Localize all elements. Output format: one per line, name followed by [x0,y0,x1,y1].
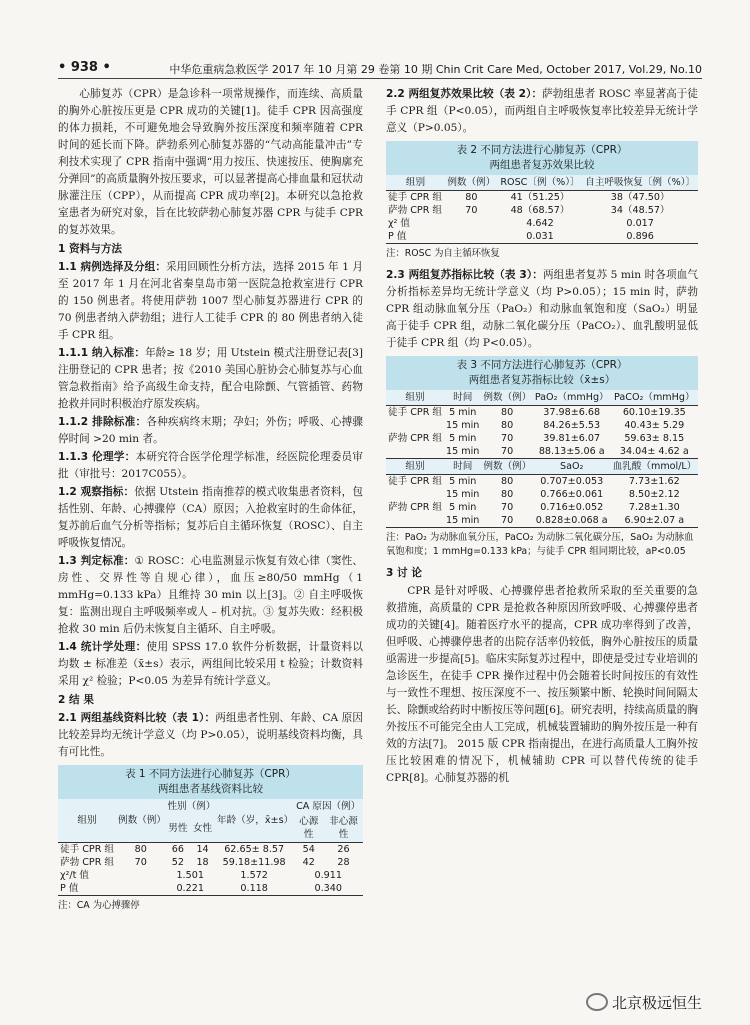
table-cell: 70 [481,445,532,459]
para-2-2 [386,86,698,137]
para-1-1 [58,259,363,344]
table-cell: 28 [337,857,350,868]
text-1-1: 采用回顾性分析方法，选择 2015 年 1 月至 2017 年 1 月在河北省秦皇岛市第一医院急抢救室进行 CPR 的 150 例患者。将使用萨勃 1007 型心肺复苏器进行 CPR 的 70 例患者纳入萨勃组；进行人工徒手 CPR 的 80 例患者纳入徒手 CPR 组。 [58,261,363,341]
table-2-title-line1: 表 2 不同方法进行心肺复苏（CPR） [456,144,628,156]
table-cell: 41（51.25） [498,191,583,205]
table-cell: 0.828±0.068 a [533,514,611,528]
table-cell: 15 min [446,446,480,457]
table-header-cell: PaO₂（mmHg） [533,390,611,406]
subhead-1-1-2: 1.1.2 排除标准： [58,416,147,428]
table-cell: 5 min [449,502,477,513]
running-header [58,60,702,79]
table-header-cell: 女性 [190,814,215,843]
table-row [386,488,698,501]
subhead-1-1: 1.1 病例选择及分组： [58,261,166,273]
table-2-title-line2: 两组患者复苏效果比较 [489,159,595,171]
text-2-1: 两组患者性别、年龄、CA 原因比较差异均无统计学意义（均 P>0.05），说明基线资料均衡，具有可比性。 [58,712,363,758]
table-cell: 15 min [446,515,480,526]
table-header-cell: 性别（例） [167,801,216,812]
table-cell: 59.63± 8.15 [624,433,685,444]
table-row [386,191,698,205]
table-row [58,843,363,857]
table-cell: 0.766±0.061 [540,489,604,500]
text-2-3: 两组患者复苏 5 min 时各项血气分析指标差异均无统计学意义（均 P>0.05）；15 min 时，萨勃 CPR 组动脉血氧分压（PaO₂）和动脉血氧饱和度（SaO₂）明显高于徒手 CPR 组，动脉二氧化碳分压（PaCO₂）、血乳酸明显低于徒手 CPR 组（均 P<0.05）。 [386,269,698,349]
table-2 [386,175,698,244]
table-cell: 5 min [449,433,477,444]
table-cell: 60.10±19.35 [611,406,698,420]
table-row [386,406,698,420]
table-cell: 42 [302,857,315,868]
table-header-cell: 年龄（岁，x̄±s） [215,799,294,843]
para-1-1-1 [58,345,363,413]
table-cell: 萨勃 CPR 组 [388,502,443,513]
table-header-cell: 时间 [444,390,481,406]
table-cell: 徒手 CPR 组 [386,191,445,205]
table-cell: P 值 [386,230,445,244]
left-column [58,86,363,913]
table-header-cell: 例数（例） [481,390,532,406]
table-header-cell: 非心源性 [324,814,363,843]
section-heading-methods: 1 资料与方法 [58,243,123,255]
subhead-1-3: 1.3 判定标准： [58,555,135,567]
right-column [386,86,698,788]
table-1-note: 注：CA 为心搏骤停 [58,900,140,911]
table-3 [386,390,698,528]
text-1-1-3: 本研究符合医学伦理学标准，经医院伦理委员审批（审批号：2017C055）。 [58,451,363,480]
table-header-cell: 血乳酸（mmol/L） [611,459,698,475]
table-cell: 18 [196,857,209,868]
table-cell: 徒手 CPR 组 [60,844,115,855]
para-1-2 [58,484,363,552]
table-cell: 34（48.57） [610,205,670,216]
para-2-1 [58,710,363,761]
table-cell: 5 min [444,406,481,420]
table-cell: 0.221 [165,882,214,896]
table-header-cell: 组别 [386,175,445,191]
table-cell: 0.716±0.052 [540,502,604,513]
table-cell: 7.28±1.30 [628,502,680,513]
table-1-title-line2: 两组患者基线资料比较 [158,783,263,795]
table-cell: 0.896 [582,230,698,244]
table-cell: 48（68.57） [510,205,570,216]
para-1-4 [58,639,363,690]
table-cell: χ²/t 值 [60,870,90,881]
text-2-2: 萨勃组患者 ROSC 率显著高于徒手 CPR 组（P<0.05），而两组自主呼吸恢复率比较差异无统计学意义（P>0.05）。 [386,88,698,134]
table-header-cell: 组别 [386,390,444,406]
table-cell: 70 [501,433,514,444]
table-header-cell: 例数（例） [445,175,498,191]
para-1-1-3 [58,449,363,483]
table-cell: 80 [501,420,514,431]
table-cell: 萨勃 CPR 组 [388,205,443,216]
table-cell [116,882,165,896]
table-cell: 80 [445,191,498,205]
table-cell: 37.98±6.68 [533,406,611,420]
table-cell: 84.26±5.53 [543,420,601,431]
table-cell: 80 [481,406,532,420]
table-cell: 80 [116,843,165,857]
table-header-cell: 例数（例） [481,459,532,475]
table-row [386,475,698,489]
table-row [386,501,698,514]
text-1-4: 使用 SPSS 17.0 软件分析数据，计量资料以均数 ± 标准差（x̄±s）表示，两组间比较采用 t 检验；计数资料采用 χ² 检验；P<0.05 为差异有统计学意义。 [58,641,363,687]
wechat-icon [586,993,608,1011]
section-heading-discussion: 3 讨 论 [386,567,422,579]
table-cell: 1.572 [240,870,268,881]
table-cell: 54 [293,843,324,857]
table-cell [445,217,498,230]
table-cell: 66 [165,843,190,857]
subhead-1-1-3: 1.1.3 伦理学： [58,451,136,463]
table-header-cell: SaO₂ [533,459,611,475]
table-cell: 0.911 [314,870,342,881]
table-cell: 80 [501,489,514,500]
watermark [586,992,702,1013]
table-cell: 38（47.50） [582,191,698,205]
section-heading-results: 2 结 果 [58,694,94,706]
table-3-title-line1: 表 3 不同方法进行心肺复苏（CPR） [456,359,628,371]
table-cell: 4.642 [526,218,554,229]
table-cell [386,488,444,501]
text-1-1-1: 年龄≥ 18 岁；用 Utstein 模式注册登记表[3]注册登记的 CPR 患者；按《2010 美国心脏协会心肺复苏与心血管急救指南》给予高级生命支持，配合电除颤、气管插管、药物抢救并同时积极治疗原发疾病。 [58,347,363,410]
subhead-1-2: 1.2 观察指标： [58,486,135,498]
table-row [386,204,698,217]
table-header-cell: 例数（例） [116,799,165,843]
subhead-1-1-1: 1.1.1 纳入标准： [58,347,146,359]
table-cell: 5 min [444,475,481,489]
table-cell: 52 [171,857,184,868]
table-3-title-line2: 两组患者复苏指标比较（x̄±s） [468,374,616,386]
discussion-paragraph: CPR 是针对呼吸、心搏骤停患者抢救所采取的至关重要的急救措施，高质量的 CPR 是抢救各种原因所致呼吸、心搏骤停患者成功的关键[4]。随着医疗水平的提高，CPR 成功率得到了改善，但呼吸、心搏骤停患者的出院存活率仍较低，胸外心脏按压的质量亟需进一步提高[5]。临床实际复苏过程中，即使是受过专业培训的急诊医生，在徒手 CPR 操作过程中仍会随着长时间按压的有效性与一致性不理想、按压深度不一、按压频繁中断、轮换时间间隔太长、除颤或给药时中断按压等问题[6]。研究表明，持续高质量的胸外按压不可能完全由人工完成，机械装置辅助的胸外按压是一种有效的方法[7]。 2015 版 CPR 指南提出，在进行高质量人工胸外按压比较困难的情况下，机械辅助 CPR 可以替代传统的徒手 CPR[8]。心肺复苏器的机 [386,585,698,784]
table-cell: 0.017 [626,218,654,229]
table-row [58,869,363,882]
table-row [386,419,698,432]
para-1-1-2 [58,414,363,448]
table-row [386,514,698,528]
table-header-cell: PaCO₂（mmHg） [611,390,698,406]
table-cell: 70 [465,205,478,216]
table-cell: 62.65± 8.57 [215,843,294,857]
journal-title: 中华危重病急救医学 2017 年 10 月第 29 卷第 10 期 Chin Crit Care Med, October 2017, Vol.29, No.10 [169,63,702,76]
table-row [386,217,698,230]
text-1-1-2: 各种疾病终末期；孕妇；外伤；呼吸、心搏骤停时间 >20 min 者。 [58,416,364,445]
table-cell: 6.90±2.07 a [611,514,698,528]
table-cell: 0.340 [293,882,363,896]
table-cell: 40.43± 5.29 [624,420,685,431]
table-cell: 39.81±6.07 [543,433,601,444]
intro-paragraph: 心肺复苏（CPR）是急诊科一项常规操作，而连续、高质量的胸外心脏按压更是 CPR 成功的关键[1]。徒手 CPR 因高强度的体力损耗，不可避免地会导致胸外按压深度和频率随着 CPR 时间的延长而下降。萨勃系列心肺复苏器的“气动高能量冲击”专利技术实现了 CPR 指南中强调“用力按压、快速按压、使胸廓充分弹回”的高质量胸外按压要求，可以显著提高心排血量和冠状动脉灌注压（CPP），从而提高 CPR 成功率[2]。本研究以急抢救室患者为研究对象，旨在比较萨勃心肺复苏器 CPR 与徒手 CPR 的复苏效果。 [58,88,363,236]
table-1-title [58,765,363,799]
table-cell: 1.501 [176,870,204,881]
table-cell: 14 [190,843,215,857]
table-cell: 7.73±1.62 [611,475,698,489]
table-row [386,432,698,445]
table-cell: 徒手 CPR 组 [388,476,443,487]
subhead-2-2: 2.2 两组复苏效果比较（表 2）： [386,88,543,100]
table-cell: 70 [134,857,147,868]
table-cell [386,445,444,459]
table-cell: 0.031 [498,230,583,244]
table-header-cell: 自主呼吸恢复〔例（%）〕 [582,175,698,191]
table-cell: 70 [501,502,514,513]
table-cell: 34.04± 4.62 a [611,445,698,459]
table-cell [386,514,444,528]
table-cell: 15 min [446,489,480,500]
table-cell [386,419,444,432]
table-header-cell: ROSC〔例（%）〕 [498,175,583,191]
table-row [58,856,363,869]
table-cell: 0.707±0.053 [533,475,611,489]
table-cell: 59.18±11.98 [222,857,286,868]
subhead-1-4: 1.4 统计学处理： [58,641,147,653]
text-1-2: 依据 Utstein 指南推荐的模式收集患者资料，包括性别、年龄、心搏骤停（CA）原因；入抢救室时的生命体征，复苏前后血气分析等指标；复苏后自主循环恢复（ROSC）、自主呼吸恢复情况。 [58,486,363,549]
para-1-3 [58,553,363,638]
table-row [58,882,363,896]
table-3-title [386,356,698,390]
table-cell: P 值 [58,882,116,896]
subhead-2-3: 2.3 两组复苏指标比较（表 3）： [386,269,543,281]
table-cell: 徒手 CPR 组 [388,407,443,418]
table-header-cell: 组别 [58,799,116,843]
text-1-3: ① ROSC：心电监测显示恢复有效心律（窦性、房性、交界性等自规心律），血压≥80/50 mmHg（1 mmHg=0.133 kPa）且维持 30 min 以上[3]。② 自主呼吸恢复：监测出现自主呼吸频率或人 – 机对抗。③ 复苏失败：经积极抢救 30 min 后仍未恢复自主循环、自主呼吸。 [58,555,363,635]
table-header-cell: 组别 [386,459,444,475]
table-3-note: 注：PaO₂ 为动脉血氧分压，PaCO₂ 为动脉二氧化碳分压，SaO₂ 为动脉血氧饱和度；1 mmHg=0.133 kPa；与徒手 CPR 组同期比较，aP<0.05 [386,532,694,557]
table-cell: χ² 值 [388,218,411,229]
table-cell: 15 min [446,420,480,431]
table-header-cell: 时间 [444,459,481,475]
table-cell: 0.118 [215,882,294,896]
subhead-2-1: 2.1 两组基线资料比较（表 1）： [58,712,216,724]
table-1-title-line1: 表 1 不同方法进行心肺复苏（CPR） [125,768,296,780]
table-1 [58,799,363,896]
table-cell: 70 [481,514,532,528]
table-cell: 88.13±5.06 a [533,445,611,459]
table-2-title [386,141,698,175]
table-header-cell: CA 原因（例） [293,799,363,814]
table-cell: 26 [324,843,363,857]
table-cell [116,869,165,882]
table-cell: 8.50±2.12 [628,489,680,500]
table-2-note: 注：ROSC 为自主循环恢复 [386,248,500,259]
table-cell: 萨勃 CPR 组 [388,433,443,444]
table-cell: 80 [481,475,532,489]
table-header-cell: 男性 [165,814,190,843]
table-header-cell: 心源性 [293,814,324,843]
table-row [386,230,698,244]
watermark-text: 北京极远恒生 [612,994,703,1012]
para-2-3 [386,267,698,352]
page-number: • 938 • [58,60,111,75]
table-row [386,445,698,459]
table-cell: 萨勃 CPR 组 [60,857,115,868]
table-cell [445,230,498,244]
